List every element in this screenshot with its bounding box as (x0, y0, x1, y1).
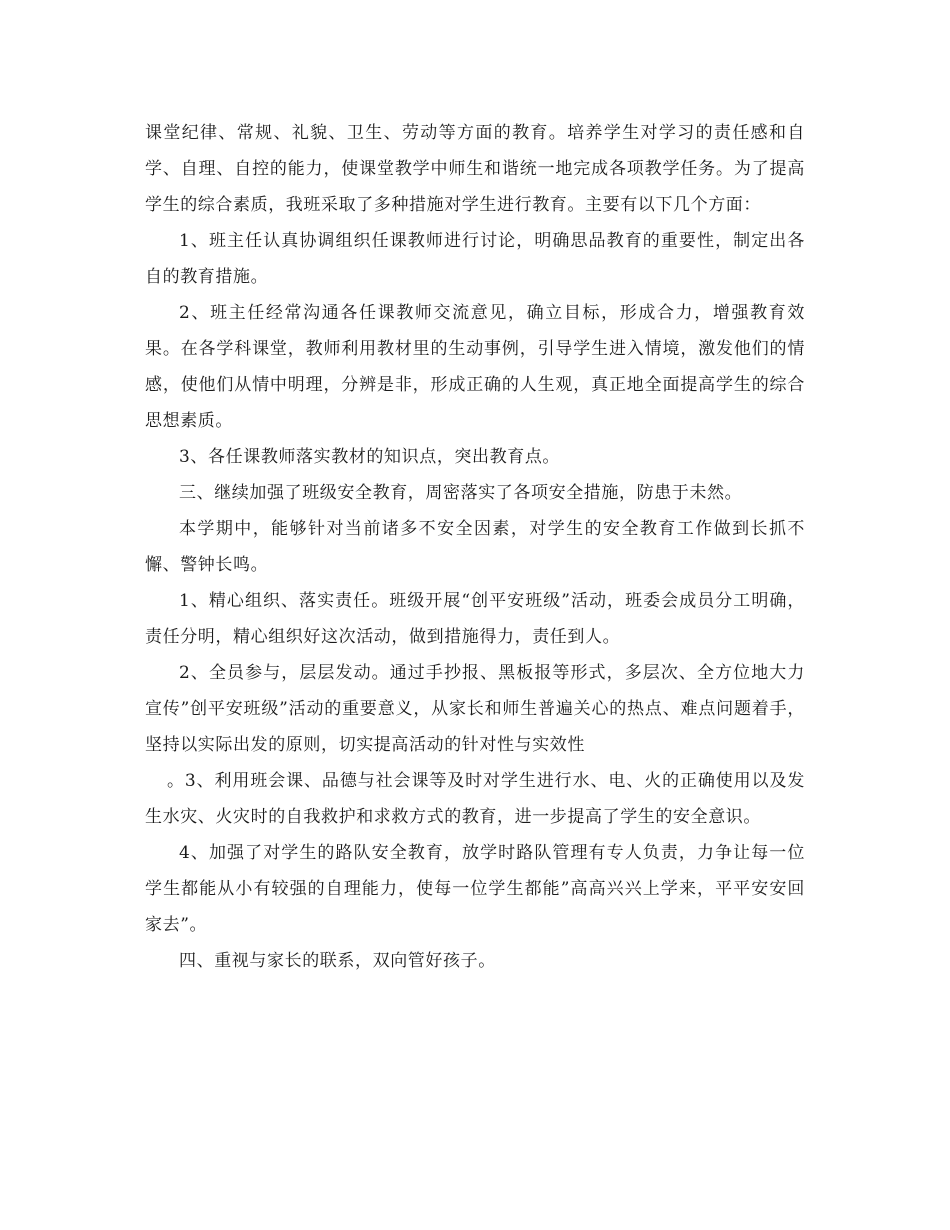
paragraph-safety-intro: 本学期中，能够针对当前诸多不安全因素，对学生的安全教育工作做到长抓不懈、警钟长鸣。 (145, 519, 805, 575)
section-heading-4: 四、重视与家长的联系，双向管好孩子。 (179, 951, 496, 971)
paragraph-item-3: 3、各任课教师落实教材的知识点，突出教育点。 (179, 447, 561, 467)
section-heading-3: 三、继续加强了班级安全教育，周密落实了各项安全措施，防患于未然。 (179, 483, 743, 503)
paragraph-intro: 课堂纪律、常规、礼貌、卫生、劳动等方面的教育。培养学生对学习的责任感和自学、自理、自控的能力，使课堂教学中师生和谐统一地完成各项教学任务。为了提高学生的综合素质，我班采取了多种措施对学生进行教育。主要有以下几个方面： (145, 123, 805, 215)
paragraph-safety-3: 。3、利用班会课、品德与社会课等及时对学生进行水、电、火的正确使用以及发生水灾、火灾时的自我救护和求救方式的教育，进一步提高了学生的安全意识。 (145, 771, 805, 827)
paragraph-safety-4: 4、加强了对学生的路队安全教育，放学时路队管理有专人负责，力争让每一位学生都能从小有较强的自理能力，使每一位学生都能”高高兴兴上学来，平平安安回家去”。 (145, 843, 805, 935)
paragraph-safety-2: 2、全员参与，层层发动。通过手抄报、黑板报等形式，多层次、全方位地大力宣传”创平安班级”活动的重要意义，从家长和师生普遍关心的热点、难点问题着手，坚持以实际出发的原则，切实提高活动的针对性与实效性 (145, 663, 805, 755)
paragraph-safety-1: 1、精心组织、落实责任。班级开展“创平安班级”活动，班委会成员分工明确，责任分明，精心组织好这次活动，做到措施得力，责任到人。 (145, 591, 805, 647)
document-body (145, 115, 805, 979)
paragraph-item-1: 1、班主任认真协调组织任课教师进行讨论，明确思品教育的重要性，制定出各自的教育措施。 (145, 231, 805, 287)
paragraph-item-2: 2、班主任经常沟通各任课教师交流意见，确立目标，形成合力，增强教育效果。在各学科课堂，教师利用教材里的生动事例，引导学生进入情境，激发他们的情感，使他们从情中明理，分辨是非，形成正确的人生观，真正地全面提高学生的综合思想素质。 (145, 303, 805, 431)
